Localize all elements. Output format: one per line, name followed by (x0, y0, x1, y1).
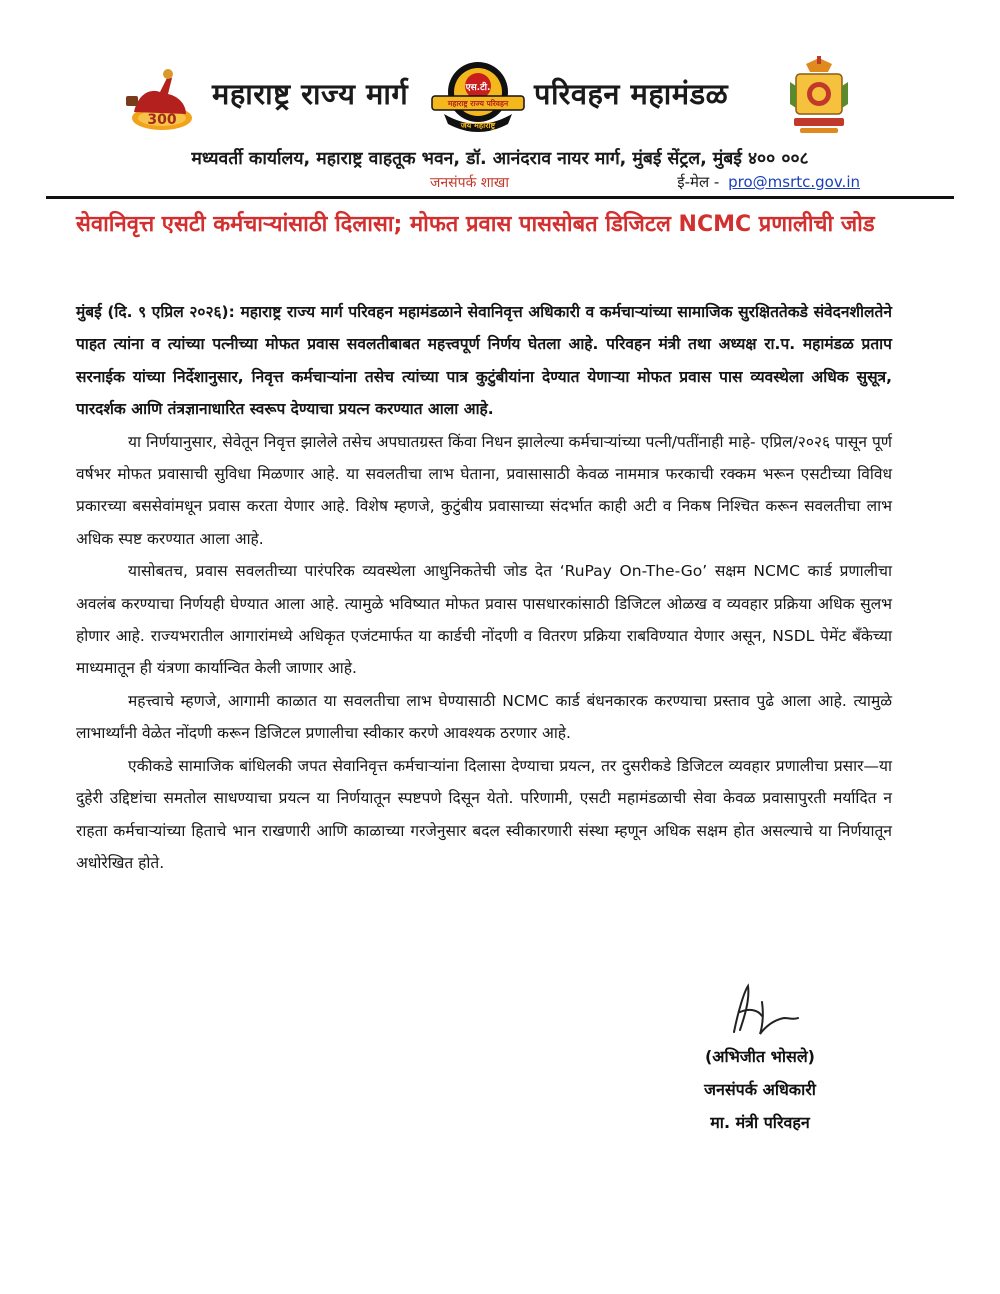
org-name-right: परिवहन महामंडळ (534, 77, 729, 111)
org-name-left: महाराष्ट्र राज्य मार्ग (212, 77, 409, 111)
anniversary-logo-icon (116, 66, 208, 136)
department-name: जनसंपर्क शाखा (430, 175, 509, 191)
email-block (677, 172, 860, 192)
signatory-designation: जनसंपर्क अधिकारी (704, 1080, 816, 1099)
press-release-body (76, 296, 892, 879)
msrtc-logo-icon (430, 58, 526, 134)
body-paragraph-5: एकीकडे सामाजिक बांधिलकी जपत सेवानिवृत्त कर्मचाऱ्यांना दिलासा देण्याचा प्रयत्न, तर दुसरीकडे डिजिटल व्यवहार प्रणालीचा प्रसार—या दुहेरी उद्दिष्टांचा समतोल साधण्याचा प्रयत्न या निर्णयातून स्पष्टपणे दिसून येतो. परिणामी, एसटी महामंडळाची सेवा केवळ प्रवासापुरती मर्यादित न राहता कर्मचाऱ्यांच्या हिताचे भान राखणारी आणि काळाच्या गरजेनुसार बदल स्वीकारणारी संस्था म्हणून अधिक सक्षम होत असल्याचे या निर्णयातून अधोरेखित होते. (76, 756, 892, 872)
msrtc-logo-short: एस.टी. (465, 83, 491, 93)
msrtc-logo-banner: महाराष्ट्र राज्य परिवहन (447, 99, 509, 108)
state-emblem-logo-icon (786, 56, 852, 136)
signature-block (640, 1040, 880, 1139)
office-address: मध्यवर्ती कार्यालय, महाराष्ट्र वाहतूक भवन, डॉ. आनंदराव नायर मार्ग, मुंबई सेंट्रल, मुंबई ४०० ००८ (191, 149, 809, 169)
anniversary-logo-number: 300 (147, 112, 177, 128)
signatory-name: (अभिजीत भोसले) (704, 1047, 815, 1066)
msrtc-logo-motto: जय महाराष्ट्र (460, 121, 496, 130)
email-link[interactable]: pro@msrtc.gov.in (728, 173, 860, 191)
signatory-office: मा. मंत्री परिवहन (710, 1113, 810, 1132)
body-paragraph-3: यासोबतच, प्रवास सवलतीच्या पारंपरिक व्यवस्थेला आधुनिकतेची जोड देत ‘RuPay On-The-Go’ सक्षम NCMC कार्ड प्रणालीचा अवलंब करण्याचा निर्णयही घेण्यात आला आहे. त्यामुळे भविष्यात मोफत प्रवास पासधारकांसाठी डिजिटल ओळख व व्यवहार प्रक्रिया अधिक सुलभ होणार आहे. राज्यभरातील आगारांमध्ये अधिकृत एजंटमार्फत या कार्डची नोंदणी व वितरण प्रक्रिया राबविण्यात येणार असून, NSDL पेमेंट बँकेच्या माध्यमातून ही यंत्रणा कार्यान्वित केली जाणार आहे. (76, 562, 892, 678)
email-label: ई-मेल - (677, 173, 720, 191)
body-paragraph-4: महत्त्वाचे म्हणजे, आगामी काळात या सवलतीचा लाभ घेण्यासाठी NCMC कार्ड बंधनकारक करण्याचा प्रस्ताव पुढे आला आहे. त्यामुळे लाभार्थ्यांनी वेळेत नोंदणी करून डिजिटल प्रणालीचा स्वीकार करणे आवश्यक ठरणार आहे. (76, 691, 892, 743)
press-release-headline: सेवानिवृत्त एसटी कर्मचाऱ्यांसाठी दिलासा; मोफत प्रवास पाससोबत डिजिटल NCMC प्रणालीची जोड (76, 212, 875, 237)
body-paragraph-1: मुंबई (दि. ९ एप्रिल २०२६): महाराष्ट्र राज्य मार्ग परिवहन महामंडळाने सेवानिवृत्त अधिकारी व कर्मचाऱ्यांच्या सामाजिक सुरक्षिततेकडे संवेदनशीलतेने पाहत त्यांना व त्यांच्या पत्नीच्या मोफत प्रवास सवलतीबाबत महत्त्वपूर्ण निर्णय घेतला आहे. परिवहन मंत्री तथा अध्यक्ष रा.प. महामंडळ प्रताप सरनाईक यांच्या निर्देशानुसार, निवृत्त कर्मचाऱ्यांना तसेच त्यांच्या पात्र कुटुंबीयांना देण्यात येणाऱ्या मोफत प्रवास पास व्यवस्थेला अधिक सुसूत्र, पारदर्शक आणि तंत्रज्ञानाधारित स्वरूप देण्याचा प्रयत्न करण्यात आला आहे. (76, 303, 892, 419)
signature-mark-icon (714, 982, 802, 1038)
letterhead-divider (46, 196, 954, 199)
body-paragraph-2: या निर्णयानुसार, सेवेतून निवृत्त झालेले तसेच अपघातग्रस्त किंवा निधन झालेल्या कर्मचाऱ्यांच्या पत्नी/पतींनाही माहे- एप्रिल/२०२६ पासून पूर्ण वर्षभर मोफत प्रवासाची सुविधा मिळणार आहे. या सवलतीचा लाभ घेताना, प्रवासासाठी केवळ नाममात्र फरकाची रक्कम भरून एसटीच्या विविध प्रकारच्या बससेवांमधून प्रवास करता येणार आहे. विशेष म्हणजे, कुटुंबीय प्रवासाच्या संदर्भात काही अटी व निकष निश्चित करून सवलतीचा लाभ अधिक स्पष्ट करण्यात आला आहे. (76, 432, 892, 548)
